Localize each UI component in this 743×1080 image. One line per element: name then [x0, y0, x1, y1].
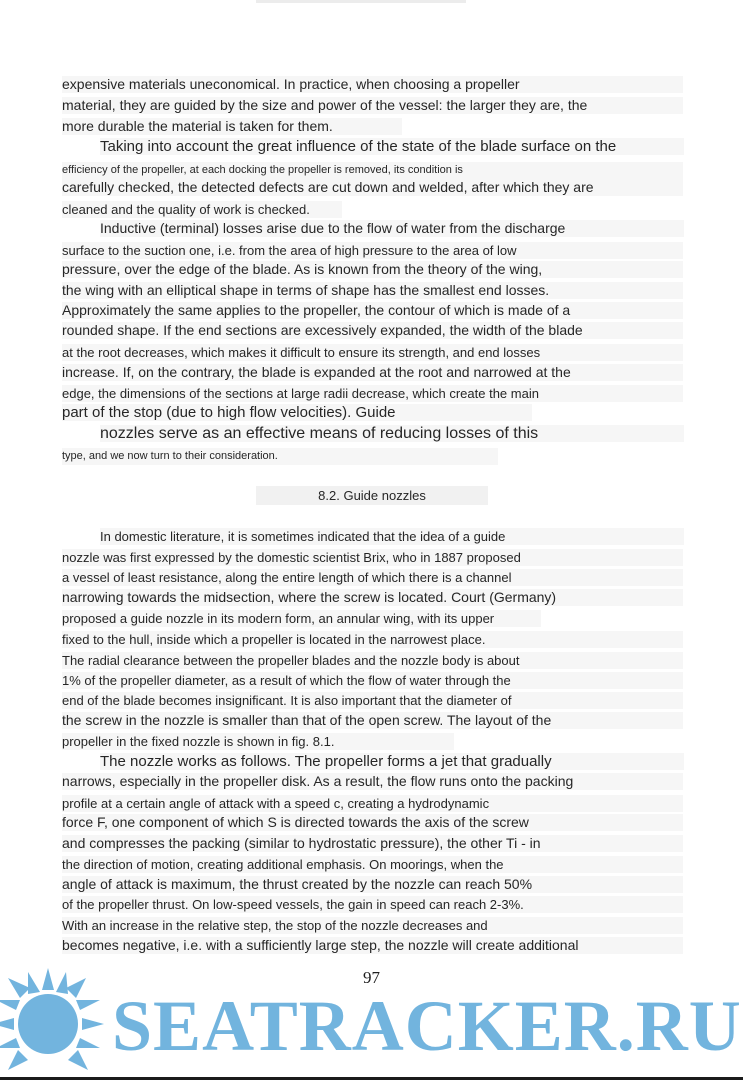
- text-line: a vessel of least resistance, along the entire length of which there is a channel: [62, 569, 683, 586]
- text-line: The nozzle works as follows. The propeller forms a jet that gradually: [100, 753, 684, 770]
- text-line: rounded shape. If the end sections are excessively expanded, the width of the blade: [62, 322, 683, 339]
- text-line: proposed a guide nozzle in its modern form, an annular wing, with its upper: [62, 610, 541, 627]
- text-line: angle of attack is maximum, the thrust created by the nozzle can reach 50%: [62, 876, 683, 893]
- text-line: and compresses the packing (similar to hydrostatic pressure), the other Ti - in: [62, 835, 683, 852]
- text-line: edge, the dimensions of the sections at large radii decrease, which create the main: [62, 385, 683, 402]
- text-line: the wing with an elliptical shape in terms of shape has the smallest end losses.: [62, 282, 683, 299]
- text-line: nozzles serve as an effective means of reducing losses of this: [100, 425, 684, 442]
- text-line: narrows, especially in the propeller disk. As a result, the flow runs onto the packing: [62, 773, 683, 790]
- text-line: of the propeller thrust. On low-speed vessels, the gain in speed can reach 2-3%.: [62, 896, 683, 913]
- text-line: the direction of motion, creating additional emphasis. On moorings, when the: [62, 856, 683, 873]
- text-line: becomes negative, i.e. with a sufficiently large step, the nozzle will create additional: [62, 937, 683, 954]
- text-line: With an increase in the relative step, the stop of the nozzle decreases and: [62, 917, 683, 934]
- text-line: In domestic literature, it is sometimes indicated that the idea of a guide: [100, 528, 684, 545]
- text-line: fixed to the hull, inside which a propeller is located in the narrowest place.: [62, 631, 683, 648]
- top-scan-mark: [256, 0, 466, 3]
- text-line: propeller in the fixed nozzle is shown in fig. 8.1.: [62, 733, 454, 750]
- text-line: efficiency of the propeller, at each docking the propeller is removed, its condition is: [62, 162, 683, 179]
- text-line: 1% of the propeller diameter, as a result of which the flow of water through the: [62, 672, 683, 689]
- text-line: the screw in the nozzle is smaller than that of the open screw. The layout of the: [62, 712, 683, 729]
- text-line: narrowing towards the midsection, where the screw is located. Court (Germany): [62, 589, 683, 606]
- text-line: expensive materials uneconomical. In practice, when choosing a propeller: [62, 76, 683, 93]
- text-line: end of the blade becomes insignificant. It is also important that the diameter of: [62, 692, 683, 709]
- page-number: 97: [363, 968, 380, 987]
- text-line: increase. If, on the contrary, the blade is expanded at the root and narrowed at the: [62, 364, 683, 381]
- section-heading: 8.2. Guide nozzles: [256, 486, 488, 505]
- watermark-text: SEATRACKER.RU: [112, 986, 742, 1066]
- text-line: pressure, over the edge of the blade. As is known from the theory of the wing,: [62, 261, 683, 278]
- text-line: more durable the material is taken for them.: [62, 118, 402, 135]
- text-line: force F, one component of which S is directed towards the axis of the screw: [62, 814, 683, 831]
- text-line: Taking into account the great influence of the state of the blade surface on the: [100, 138, 684, 155]
- text-line: cleaned and the quality of work is checked.: [62, 201, 342, 218]
- text-line: material, they are guided by the size and power of the vessel: the larger they are, the: [62, 97, 683, 114]
- text-line: carefully checked, the detected defects are cut down and welded, after which they are: [62, 179, 683, 196]
- text-line: nozzle was first expressed by the domestic scientist Brix, who in 1887 proposed: [62, 549, 683, 566]
- text-line: at the root decreases, which makes it difficult to ensure its strength, and end losses: [62, 344, 683, 361]
- text-line: profile at a certain angle of attack with a speed c, creating a hydrodynamic: [62, 795, 683, 812]
- text-line: The radial clearance between the propeller blades and the nozzle body is about: [62, 652, 683, 669]
- text-line: surface to the suction one, i.e. from the area of high pressure to the area of low: [62, 242, 683, 259]
- text-line: Approximately the same applies to the propeller, the contour of which is made of a: [62, 302, 683, 319]
- text-line: Inductive (terminal) losses arise due to the flow of water from the discharge: [100, 220, 684, 237]
- text-line: type, and we now turn to their consideration.: [62, 448, 498, 465]
- text-line: part of the stop (due to high flow velocities). Guide: [62, 404, 532, 421]
